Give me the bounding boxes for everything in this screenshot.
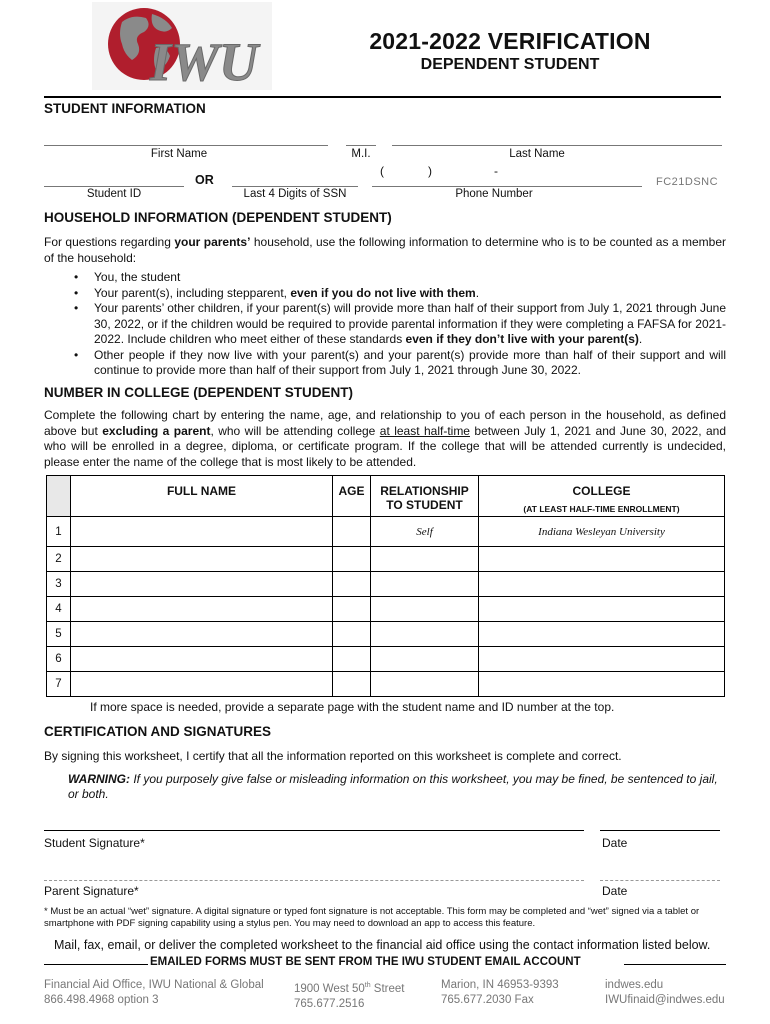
form-subtitle: DEPENDENT STUDENT	[420, 56, 600, 73]
table-row	[47, 672, 725, 697]
student-date-line[interactable]	[600, 830, 720, 831]
college-cell[interactable]: Indiana Wesleyan University	[479, 517, 725, 547]
footer-city: Marion, IN 46953-9393 765.677.2030 Fax	[441, 979, 559, 1006]
last-name-field[interactable]	[392, 145, 722, 146]
age-header: AGE	[333, 476, 371, 517]
row-number: 5	[47, 622, 71, 647]
website-link[interactable]: indwes.edu	[605, 979, 664, 991]
student-id-field[interactable]	[44, 186, 184, 187]
row-number: 1	[47, 517, 71, 547]
full-name-cell[interactable]	[71, 647, 333, 672]
full-name-cell[interactable]	[71, 517, 333, 547]
ssn-label: Last 4 Digits of SSN	[243, 188, 347, 200]
footer-contact	[605, 978, 725, 1008]
phone-label: Phone Number	[455, 188, 533, 200]
signature-footnote: * Must be an actual “wet” signature. A digital signature or typed font signature is not acceptable. This form may be completed and “wet” signed via a tablet or smartphone with PDF signing capability using a stylus pen. You may need to download an app to access this feature.	[44, 906, 700, 929]
list-item: • You, the student	[44, 270, 726, 286]
full-name-cell[interactable]	[71, 597, 333, 622]
header-divider	[44, 96, 721, 98]
phone-close-paren: )	[428, 164, 432, 178]
parent-date-line[interactable]	[600, 880, 720, 881]
svg-text:IWU: IWU	[150, 32, 259, 90]
footer-office: Financial Aid Office, IWU National & Global 866.498.4968 option 3	[44, 979, 264, 1006]
more-space-note: If more space is needed, provide a separate page with the student name and ID number at the top.	[90, 700, 615, 714]
age-cell[interactable]	[333, 672, 371, 697]
mi-field[interactable]	[346, 145, 376, 146]
row-number: 6	[47, 647, 71, 672]
relationship-header: RELATIONSHIP TO STUDENT	[371, 476, 479, 517]
relationship-cell[interactable]	[371, 572, 479, 597]
list-item: • Your parents’ other children, if your parent(s) will provide more than half of their support from July 1, 2021 through June 30, 2022, or if the children would be required to provide parental information if they were completing a FAFSA for 2021-2022. Include children who meet either of these standards even if they don’t live with your parent(s).	[44, 301, 726, 348]
college-cell[interactable]	[479, 672, 725, 697]
parent-date-label: Date	[602, 884, 628, 898]
relationship-cell[interactable]	[371, 647, 479, 672]
college-cell[interactable]	[479, 597, 725, 622]
emailed-rule-right	[624, 964, 726, 965]
row-number: 3	[47, 572, 71, 597]
student-signature-label: Student Signature*	[44, 836, 145, 850]
warning-text: WARNING: If you purposely give false or misleading information on this worksheet, you may be fined, be sentenced to jail, or both.	[68, 772, 718, 801]
globe-logo-icon	[92, 2, 272, 90]
row-number-header	[47, 476, 71, 517]
iwu-logo	[92, 2, 272, 90]
full-name-cell[interactable]	[71, 672, 333, 697]
household-intro: For questions regarding your parents’ household, use the following information to determine who is to be counted as a member of the household:	[44, 235, 726, 265]
college-cell[interactable]	[479, 547, 725, 572]
relationship-cell[interactable]	[371, 622, 479, 647]
college-heading: NUMBER IN COLLEGE (DEPENDENT STUDENT)	[44, 385, 354, 400]
list-item: • Your parent(s), including stepparent, even if you do not live with them.	[44, 286, 726, 302]
table-row	[47, 517, 725, 547]
household-heading: HOUSEHOLD INFORMATION (DEPENDENT STUDENT)	[44, 210, 392, 225]
age-cell[interactable]	[333, 517, 371, 547]
row-number: 7	[47, 672, 71, 697]
student-id-label: Student ID	[86, 188, 142, 200]
ssn-field[interactable]	[232, 186, 358, 187]
phone-field[interactable]	[372, 186, 642, 187]
form-title: 2021-2022 VERIFICATION	[369, 28, 651, 54]
full-name-cell[interactable]	[71, 622, 333, 647]
mi-label: M.I.	[351, 148, 371, 160]
phone-open-paren: (	[380, 164, 384, 178]
age-cell[interactable]	[333, 647, 371, 672]
email-link[interactable]: IWUfinaid@indwes.edu	[605, 994, 725, 1006]
age-cell[interactable]	[333, 572, 371, 597]
first-name-label: First Name	[150, 148, 208, 160]
form-code: FC21DSNC	[656, 176, 719, 188]
number-in-college-table	[46, 475, 725, 697]
age-cell[interactable]	[333, 597, 371, 622]
table-row	[47, 547, 725, 572]
full-name-cell[interactable]	[71, 547, 333, 572]
row-number: 4	[47, 597, 71, 622]
college-header: COLLEGE (AT LEAST HALF-TIME ENROLLMENT)	[479, 476, 725, 517]
first-name-field[interactable]	[44, 145, 328, 146]
full-name-header: FULL NAME	[71, 476, 333, 517]
student-info-heading: STUDENT INFORMATION	[44, 101, 206, 116]
college-instructions: Complete the following chart by entering the name, age, and relationship to you of each person in the household, as defined above but excluding a parent, who will be attending college at least half-time between July 1, 2021 and June 30, 2022, and who will be enrolled in a degree, diploma, or certificate program. If the college that will be attended currently is undecided, please enter the name of the college that is most likely to be attended.	[44, 408, 726, 469]
relationship-cell[interactable]: Self	[371, 517, 479, 547]
mail-instructions: Mail, fax, email, or deliver the completed worksheet to the financial aid office using the contact information listed below.	[54, 938, 711, 952]
relationship-cell[interactable]	[371, 597, 479, 622]
college-cell[interactable]	[479, 622, 725, 647]
student-date-label: Date	[602, 836, 628, 850]
college-cell[interactable]	[479, 572, 725, 597]
list-item: • Other people if they now live with your parent(s) and your parent(s) provide more than half of their support and will continue to provide more than half of their support from July 1, 2021 through June 30, 2022.	[44, 348, 726, 379]
full-name-cell[interactable]	[71, 572, 333, 597]
table-row	[47, 572, 725, 597]
certification-heading: CERTIFICATION AND SIGNATURES	[44, 724, 271, 739]
relationship-cell[interactable]	[371, 547, 479, 572]
phone-dash: -	[494, 164, 498, 178]
or-label: OR	[195, 173, 214, 187]
certification-statement: By signing this worksheet, I certify that all the information reported on this worksheet is complete and correct.	[44, 749, 622, 763]
relationship-cell[interactable]	[371, 672, 479, 697]
age-cell[interactable]	[333, 622, 371, 647]
parent-signature-line[interactable]	[44, 880, 584, 881]
household-list	[44, 270, 726, 379]
table-header-row	[47, 476, 725, 517]
age-cell[interactable]	[333, 547, 371, 572]
parent-signature-label: Parent Signature*	[44, 884, 139, 898]
table-row	[47, 597, 725, 622]
emailed-forms-notice: EMAILED FORMS MUST BE SENT FROM THE IWU STUDENT EMAIL ACCOUNT	[150, 956, 581, 968]
table-row	[47, 647, 725, 672]
footer-address: 1900 West 50th Street 765.677.2516	[294, 982, 405, 1010]
row-number: 2	[47, 547, 71, 572]
table-row	[47, 622, 725, 647]
last-name-label: Last Name	[509, 148, 565, 160]
emailed-rule-left	[44, 964, 148, 965]
student-signature-line[interactable]	[44, 830, 584, 831]
college-cell[interactable]	[479, 647, 725, 672]
